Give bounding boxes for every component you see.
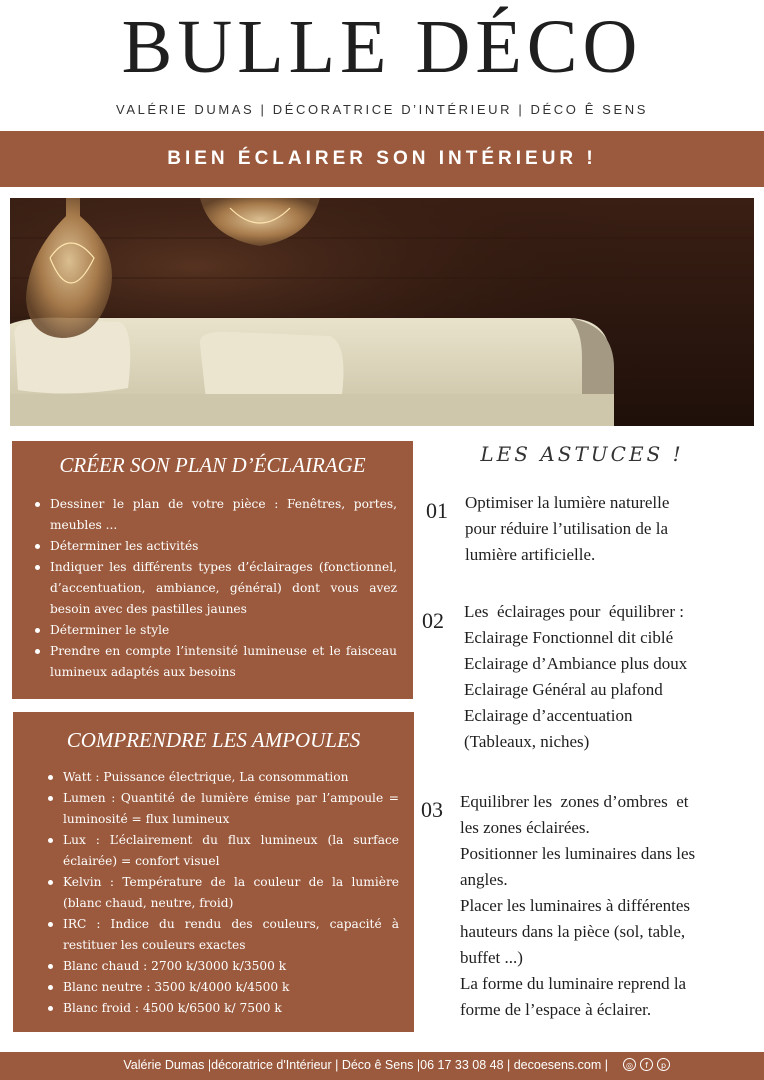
tip-text: Les éclairages pour équilibrer : Eclairage Fonctionnel dit ciblé Eclairage d’Ambiance plus doux Eclairage Général au plafond Eclairage d’accentuation (Tableaux, niches) [464,602,688,751]
list-item: Blanc neutre : 3500 k/4000 k/4500 k [44,977,399,998]
tip-text: Equilibrer les zones d’ombres et les zones éclairées. Positionner les luminaires dans les angles. Placer les luminaires à différentes hauteurs dans la pièce (sol, table, buffet ...) La forme du luminaire reprend la forme de l’espace à éclairer. [460,792,696,1019]
banner-title: BIEN ÉCLAIRER SON INTÉRIEUR ! [167,148,597,169]
list-item: Prendre en compte l’intensité lumineuse et le faisceau lumineux adaptés aux besoins [31,641,397,683]
tip-text: Optimiser la lumière naturelle pour réduire l’utilisation de la lumière artificielle. [465,493,670,564]
tip-number: 01 [426,498,448,523]
bulbs-title: COMPRENDRE LES AMPOULES [66,728,361,752]
list-item: Lumen : Quantité de lumière émise par l’ampoule = luminosité = flux lumineux [44,788,399,830]
list-item: Blanc froid : 4500 k/6500 k/ 7500 k [44,998,399,1019]
instagram-icon[interactable]: ◎ [623,1058,636,1071]
lighting-plan-panel [12,441,413,699]
list-item: Dessiner le plan de votre pièce : Fenêtres, portes, meubles ... [31,494,397,536]
brand-subtitle: VALÉRIE DUMAS | DÉCORATRICE D’INTÉRIEUR | DÉCO Ê SENS [116,102,648,117]
list-item: Watt : Puissance électrique, La consommation [44,767,399,788]
lighting-plan-list [31,494,397,683]
bulbs-list [44,767,399,1019]
footer-contact: Valérie Dumas |décoratrice d'Intérieur | Déco ê Sens |06 17 33 08 48 | decoesens.com | [123,1058,608,1072]
list-item: Blanc chaud : 2700 k/3000 k/3500 k [44,956,399,977]
bulbs-panel [13,712,414,1032]
tips-title: LES ASTUCES ! [480,442,684,466]
tip-number: 02 [422,608,444,633]
facebook-icon[interactable]: f [640,1058,653,1071]
list-item: IRC : Indice du rendu des couleurs, capacité à restituer les couleurs exactes [44,914,399,956]
tip-number: 03 [421,797,443,822]
list-item: Kelvin : Température de la couleur de la lumière (blanc chaud, neutre, froid) [44,872,399,914]
list-item: Lux : L’éclairement du flux lumineux (la surface éclairée) = confort visuel [44,830,399,872]
list-item: Déterminer les activités [31,536,397,557]
pinterest-icon[interactable]: p [657,1058,670,1071]
lighting-plan-title: CRÉER SON PLAN D’ÉCLAIRAGE [59,453,366,477]
list-item: Déterminer le style [31,620,397,641]
brand-title: BULLE DÉCO [121,5,643,89]
hero-photo [10,198,754,426]
list-item: Indiquer les différents types d’éclairages (fonctionnel, d’accentuation, ambiance, général) dont vous avez besoin avec des pastilles jaunes [31,557,397,620]
